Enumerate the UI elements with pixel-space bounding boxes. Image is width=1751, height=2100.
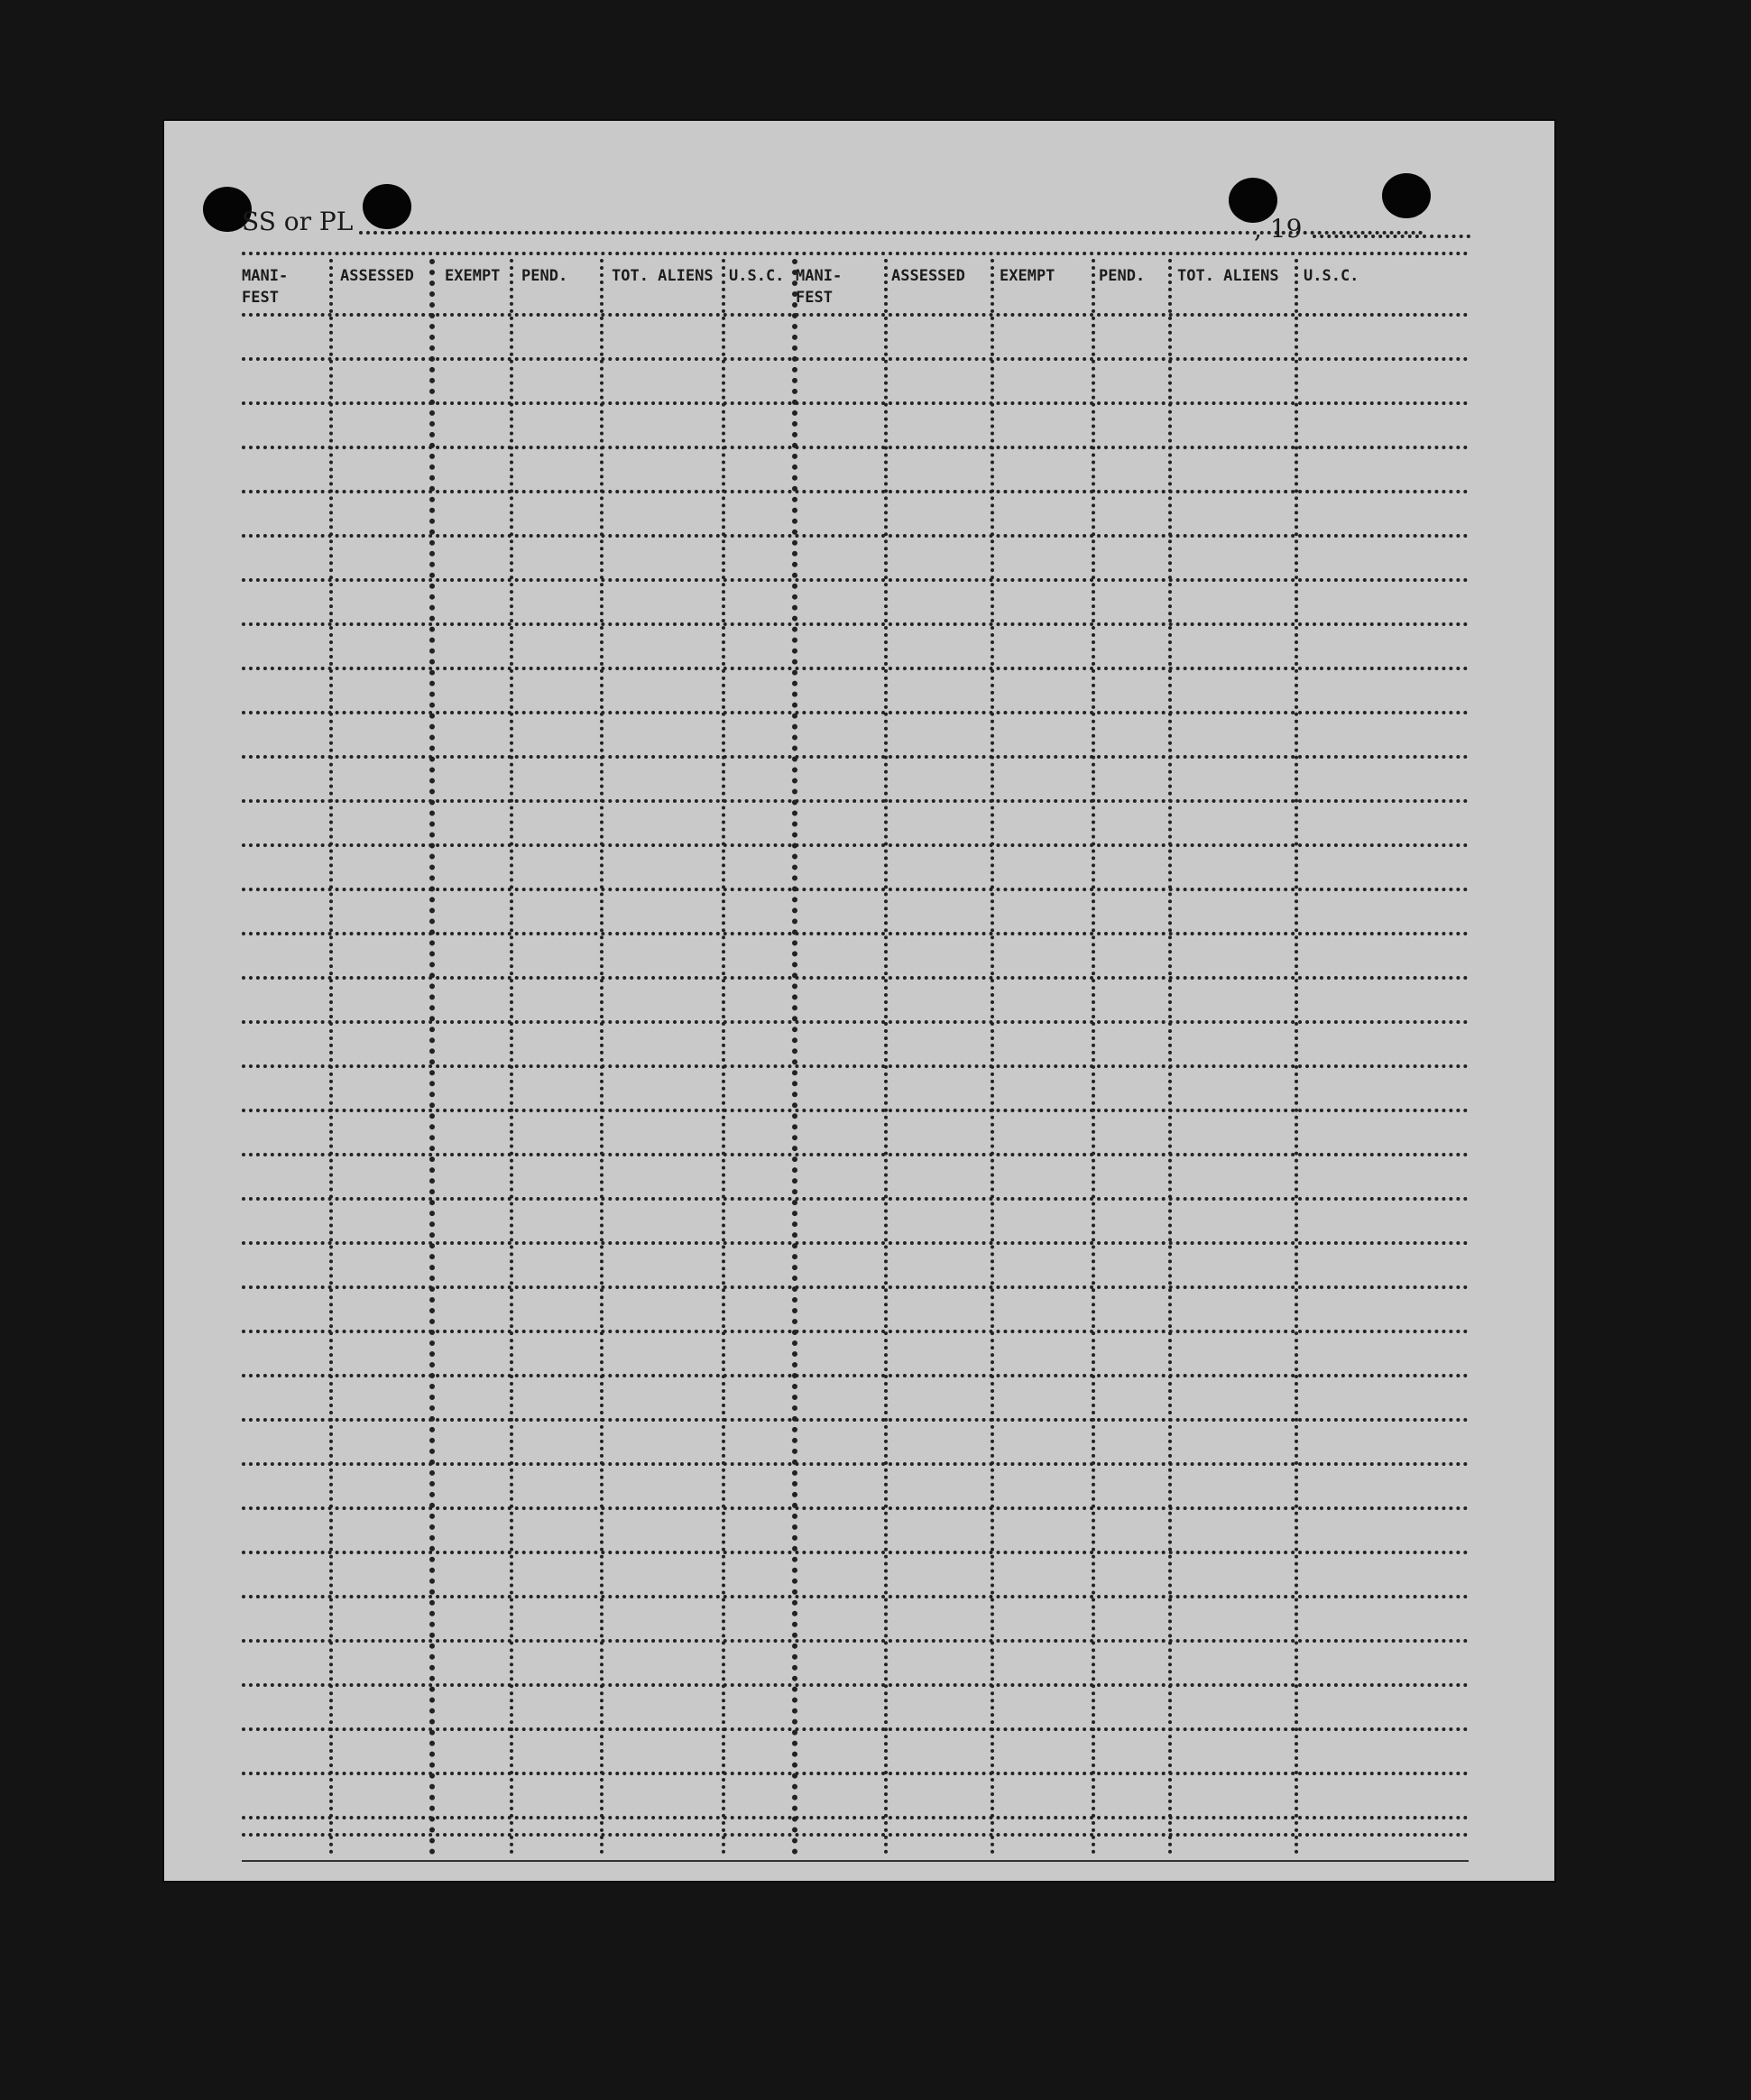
row-rule — [242, 1727, 1469, 1731]
column-rule — [1295, 259, 1298, 1856]
column-rule — [429, 259, 435, 1856]
column-rule — [884, 259, 888, 1856]
row-rule — [242, 1064, 1469, 1068]
header-usc-2: U.S.C. — [1304, 267, 1359, 285]
row-rule — [242, 1374, 1469, 1377]
row-rule — [242, 799, 1469, 803]
row-rule — [242, 1816, 1469, 1819]
row-rule — [242, 711, 1469, 714]
row-rule — [242, 1020, 1469, 1024]
row-rule — [242, 843, 1469, 847]
row-rule — [242, 622, 1469, 626]
header-exempt: EXEMPT — [445, 267, 501, 285]
row-rule — [242, 1683, 1469, 1687]
column-rule — [329, 259, 333, 1856]
column-rule — [1168, 259, 1172, 1856]
row-rule — [242, 932, 1469, 935]
row-rule — [242, 1285, 1469, 1289]
header-assessed: ASSESSED — [340, 267, 414, 285]
row-rule — [242, 1772, 1469, 1775]
header-usc: U.S.C. — [729, 267, 785, 285]
form-sheet — [162, 119, 1556, 1883]
header-manifest: MANI- FEST — [242, 267, 289, 307]
column-rule — [722, 259, 725, 1856]
column-rule — [792, 259, 797, 1856]
punch-hole-right-2 — [1382, 173, 1431, 218]
year-label: , 19 — [1254, 214, 1303, 244]
row-rule — [242, 357, 1469, 361]
row-rule — [242, 976, 1469, 980]
row-rule — [242, 1639, 1469, 1643]
row-rule — [242, 1330, 1469, 1333]
column-rule — [600, 259, 604, 1856]
row-rule — [242, 490, 1469, 493]
header-manifest-2: MANI- FEST — [796, 267, 843, 307]
row-rule — [242, 1418, 1469, 1422]
row-rule — [242, 401, 1469, 405]
header-pending-2: PEND. — [1099, 267, 1146, 285]
row-rule — [242, 1595, 1469, 1598]
column-rule — [510, 259, 513, 1856]
row-rule — [242, 755, 1469, 759]
column-rule — [991, 259, 994, 1856]
vessel-label: SS or PL — [242, 207, 354, 236]
row-rule — [242, 313, 1469, 317]
punch-hole-left-2 — [363, 184, 411, 229]
row-rule — [242, 1506, 1469, 1510]
header-pending: PEND. — [521, 267, 568, 285]
year-fill-line — [1313, 235, 1470, 238]
row-rule — [242, 1833, 1469, 1837]
row-rule — [242, 1109, 1469, 1112]
bottom-rule — [242, 1860, 1469, 1862]
row-rule — [242, 446, 1469, 449]
row-rule — [242, 578, 1469, 582]
header-total-aliens-2: TOT. ALIENS — [1177, 267, 1279, 285]
row-rule — [242, 1241, 1469, 1245]
column-rule — [1092, 259, 1095, 1856]
header-exempt-2: EXEMPT — [1000, 267, 1055, 285]
row-rule — [242, 667, 1469, 670]
header-total-aliens: TOT. ALIENS — [612, 267, 714, 285]
row-rule — [242, 1462, 1469, 1466]
row-rule — [242, 1153, 1469, 1156]
row-rule — [242, 1551, 1469, 1554]
row-rule — [242, 888, 1469, 891]
row-rule — [242, 1197, 1469, 1201]
header-top-rule — [242, 252, 1469, 255]
header-assessed-2: ASSESSED — [891, 267, 965, 285]
row-rule — [242, 534, 1469, 538]
